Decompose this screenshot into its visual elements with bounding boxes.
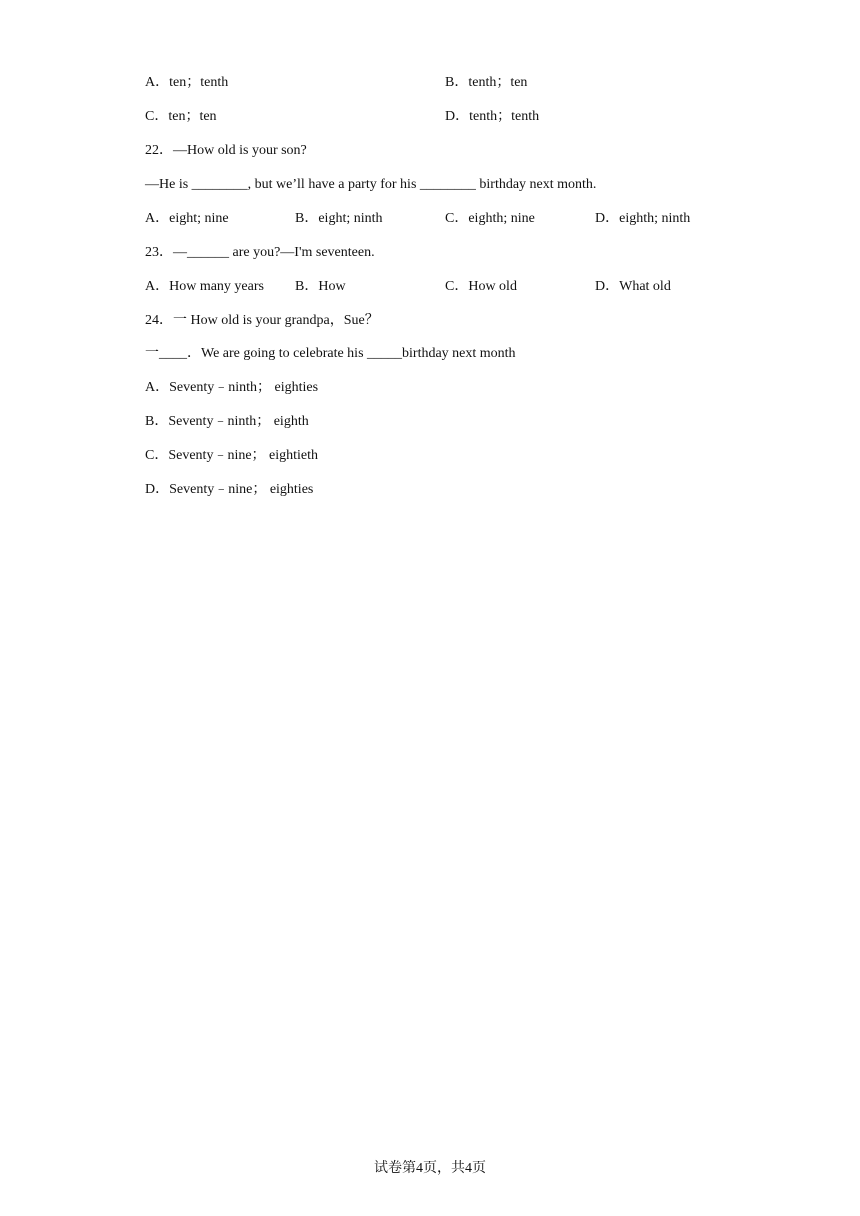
q21-option-b: B．tenth；ten — [445, 75, 528, 90]
q22-option-a: A．eight; nine — [145, 211, 229, 226]
q24-option-a: A．Seventy﹣ninth； eighties — [145, 380, 319, 395]
q24-option-d: D．Seventy﹣nine； eighties — [145, 482, 314, 497]
q23-stem: 23．—______ are you?—I'm seventeen. — [145, 245, 375, 260]
q24-option-c: C．Seventy﹣nine； eightieth — [145, 448, 319, 463]
q22-stem: 22．—How old is your son? — [145, 143, 307, 158]
q23-option-a: A．How many years — [145, 279, 264, 294]
q21-option-a: A．ten；tenth — [145, 75, 229, 90]
q23-option-b: B．How — [295, 279, 346, 294]
q24-option-b: B．Seventy﹣ninth； eighth — [145, 414, 309, 429]
page-footer: 试卷第4页，共4页 — [374, 1161, 486, 1176]
q23-option-c: C．How old — [445, 279, 517, 294]
q21-option-d: D．tenth；tenth — [445, 109, 540, 124]
q22-option-b: B．eight; ninth — [295, 211, 383, 226]
q22-option-c: C．eighth; nine — [445, 211, 535, 226]
q22-option-d: D．eighth; ninth — [595, 211, 691, 226]
q24-stem: 24．一 How old is your grandpa，Sue？ — [145, 313, 379, 328]
q22-line2: —He is ________, but we’ll have a party for his ________ birthday next month. — [145, 177, 597, 192]
q21-option-c: C．ten；ten — [145, 109, 217, 124]
q23-option-d: D．What old — [595, 279, 671, 294]
q24-line2: 一____．We are going to celebrate his _____birthday next month — [145, 346, 516, 361]
